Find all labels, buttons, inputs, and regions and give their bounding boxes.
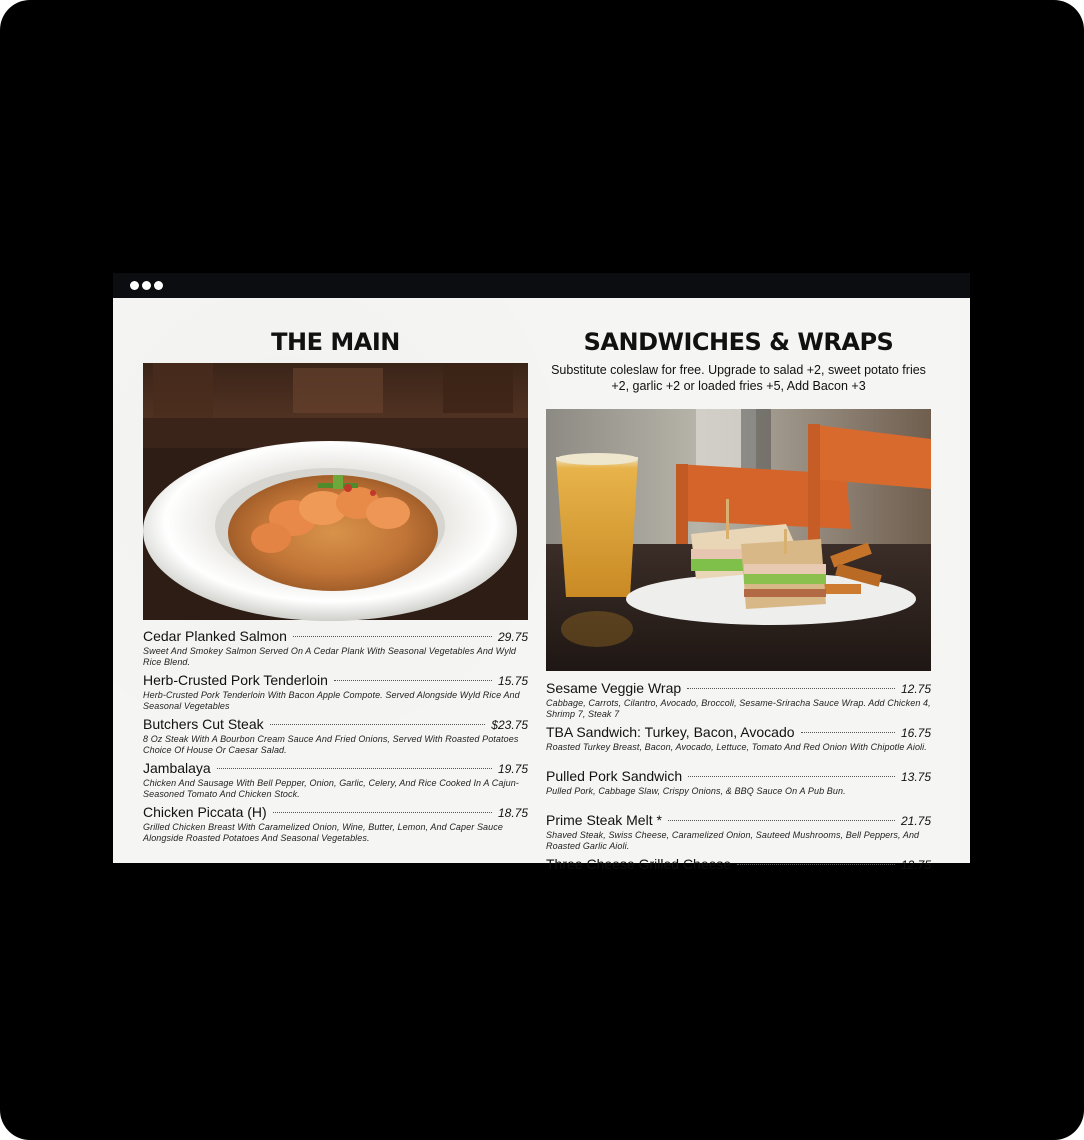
item-price: 29.75	[497, 630, 528, 644]
item-name: Sesame Veggie Wrap	[546, 680, 682, 696]
dotted-leader	[687, 688, 895, 689]
item-price: 19.75	[497, 762, 528, 776]
dotted-leader	[668, 820, 895, 821]
item-name: TBA Sandwich: Turkey, Bacon, Avocado	[546, 724, 795, 740]
menu-items-list	[143, 628, 528, 848]
item-description: Sweet And Smokey Salmon Served On A Cedar Plank With Seasonal Vegetables And Wyld Rice Blend.	[143, 646, 517, 667]
browser-window	[113, 273, 970, 872]
item-description: Roasted Turkey Breast, Bacon, Avocado, Lettuce, Tomato And Red Onion With Chipotle Aioli.	[546, 742, 927, 752]
item-price: 12.75	[900, 682, 931, 696]
menu-item[interactable]	[546, 856, 931, 900]
dotted-leader	[293, 636, 492, 637]
section-title: THE MAIN	[271, 328, 400, 356]
item-name: Jambalaya	[143, 760, 211, 776]
menu-page	[113, 298, 970, 872]
shrimp-jambalaya-photo	[143, 363, 528, 620]
dotted-leader	[273, 812, 492, 813]
menu-item[interactable]	[143, 672, 528, 716]
dotted-leader	[334, 680, 492, 681]
menu-item[interactable]	[143, 628, 528, 672]
item-name: Butchers Cut Steak	[143, 716, 264, 732]
dotted-leader	[801, 732, 895, 733]
menu-item[interactable]	[143, 804, 528, 848]
window-dot-icon[interactable]	[142, 281, 151, 290]
menu-item[interactable]	[546, 768, 931, 812]
menu-item[interactable]	[143, 716, 528, 760]
window-titlebar	[113, 273, 970, 298]
menu-item[interactable]	[546, 724, 931, 768]
item-description: Chicken And Sausage With Bell Pepper, Onion, Garlic, Celery, And Rice Cooked In A Cajun-Seasoned Tomato And Chicken Stock.	[143, 778, 519, 799]
item-name: Prime Steak Melt *	[546, 812, 662, 828]
item-name: Three Cheese Grilled Cheese	[546, 856, 732, 872]
item-description: Herb-Crusted Pork Tenderloin With Bacon Apple Compote. Served Alongside Wyld Rice And Seasonal Vegetables	[143, 690, 520, 711]
window-dot-icon[interactable]	[154, 281, 163, 290]
item-price: 13.75	[900, 770, 931, 784]
item-price: $23.75	[491, 718, 528, 732]
menu-item[interactable]	[143, 760, 528, 804]
item-description: Pulled Pork, Cabbage Slaw, Crispy Onions, & BBQ Sauce On A Pub Bun.	[546, 786, 846, 796]
dotted-leader	[737, 864, 895, 865]
item-price: 21.75	[900, 814, 931, 828]
dotted-leader	[270, 724, 486, 725]
item-description: Grilled Chicken Breast With Caramelized Onion, Wine, Butter, Lemon, And Caper Sauce Alongside Roasted Potatoes And Seasonal Vegetables.	[143, 822, 503, 843]
item-price: 16.75	[900, 726, 931, 740]
dotted-leader	[217, 768, 492, 769]
menu-items-list	[546, 680, 931, 900]
item-description: 8 Oz Steak With A Bourbon Cream Sauce And Fried Onions, Served With Roasted Potatoes Choice Of House Or Caesar Salad.	[143, 734, 519, 755]
item-price: 18.75	[497, 806, 528, 820]
section-title: SANDWICHES & WRAPS	[583, 328, 894, 356]
item-name: Cedar Planked Salmon	[143, 628, 287, 644]
item-description: Cabbage, Carrots, Cilantro, Avocado, Broccoli, Sesame-Sriracha Sauce Wrap. Add Chicken 4, Shrimp 7, Steak 7	[546, 698, 931, 719]
window-dot-icon[interactable]	[130, 281, 139, 290]
section-subtitle: Substitute coleslaw for free. Upgrade to salad +2, sweet potato fries +2, garlic +2 or loaded fries +5, Add Bacon +3	[551, 363, 926, 393]
item-description: Shaved Steak, Swiss Cheese, Caramelized Onion, Sauteed Mushrooms, Bell Peppers, And Roasted Garlic Aioli.	[546, 830, 920, 851]
item-price: 15.75	[497, 674, 528, 688]
menu-item[interactable]	[546, 680, 931, 724]
item-price: 12.75	[900, 858, 931, 872]
menu-item[interactable]	[546, 812, 931, 856]
item-name: Pulled Pork Sandwich	[546, 768, 683, 784]
sandwich-and-beer-photo	[546, 409, 931, 671]
item-name: Chicken Piccata (H)	[143, 804, 267, 820]
item-name: Herb-Crusted Pork Tenderloin	[143, 672, 328, 688]
dotted-leader	[688, 776, 895, 777]
